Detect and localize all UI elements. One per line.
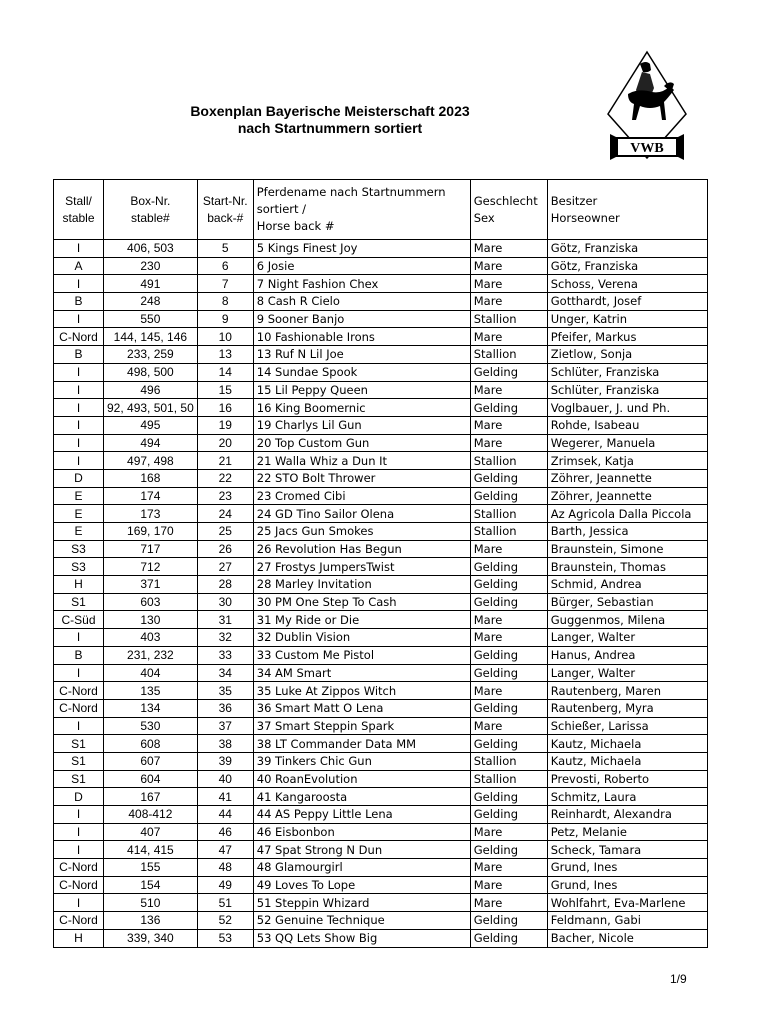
cell-box: 607 [104, 752, 198, 770]
table-row [54, 735, 708, 753]
cell-sex: Mare [470, 859, 547, 877]
cell-horse: 27 Frostys JumpersTwist [253, 558, 470, 576]
cell-box: 371 [104, 576, 198, 594]
cell-stall: C-Nord [54, 699, 104, 717]
cell-stall: I [54, 363, 104, 381]
table-row [54, 876, 708, 894]
cell-box: 497, 498 [104, 452, 198, 470]
table-row [54, 894, 708, 912]
cell-owner: Wegerer, Manuela [547, 434, 707, 452]
cell-horse: 16 King Boomernic [253, 399, 470, 417]
cell-stall: I [54, 894, 104, 912]
table-row [54, 929, 708, 947]
cell-horse: 26 Revolution Has Begun [253, 540, 470, 558]
cell-start: 16 [197, 399, 253, 417]
cell-start: 9 [197, 310, 253, 328]
cell-start: 5 [197, 240, 253, 258]
cell-horse: 41 Kangaroosta [253, 788, 470, 806]
cell-box: 530 [104, 717, 198, 735]
table-row [54, 310, 708, 328]
cell-sex: Mare [470, 894, 547, 912]
cell-box: 154 [104, 876, 198, 894]
cell-horse: 32 Dublin Vision [253, 629, 470, 647]
cell-box: 603 [104, 593, 198, 611]
cell-sex: Mare [470, 416, 547, 434]
cell-stall: I [54, 823, 104, 841]
cell-start: 40 [197, 770, 253, 788]
cell-start: 35 [197, 682, 253, 700]
cell-horse: 47 Spat Strong N Dun [253, 841, 470, 859]
cell-stall: D [54, 788, 104, 806]
cell-sex: Stallion [470, 752, 547, 770]
cell-stall: C-Nord [54, 876, 104, 894]
cell-sex: Mare [470, 629, 547, 647]
cell-horse: 44 AS Peppy Little Lena [253, 806, 470, 824]
cell-owner: Az Agricola Dalla Piccola [547, 505, 707, 523]
cell-owner: Kautz, Michaela [547, 752, 707, 770]
cell-start: 13 [197, 346, 253, 364]
cell-owner: Zrimsek, Katja [547, 452, 707, 470]
cell-sex: Gelding [470, 576, 547, 594]
table-row [54, 399, 708, 417]
cell-owner: Prevosti, Roberto [547, 770, 707, 788]
cell-stall: C-Nord [54, 682, 104, 700]
cell-box: 604 [104, 770, 198, 788]
cell-stall: H [54, 929, 104, 947]
table-row [54, 576, 708, 594]
cell-stall: I [54, 240, 104, 258]
cell-horse: 34 AM Smart [253, 664, 470, 682]
cell-box: 167 [104, 788, 198, 806]
cell-box: 174 [104, 487, 198, 505]
cell-start: 6 [197, 257, 253, 275]
cell-sex: Gelding [470, 363, 547, 381]
cell-sex: Stallion [470, 505, 547, 523]
cell-stall: I [54, 664, 104, 682]
table-row [54, 257, 708, 275]
cell-horse: 33 Custom Me Pistol [253, 646, 470, 664]
table-row [54, 823, 708, 841]
table-row [54, 593, 708, 611]
cell-owner: Petz, Melanie [547, 823, 707, 841]
cell-start: 19 [197, 416, 253, 434]
table-row [54, 646, 708, 664]
cell-stall: C-Süd [54, 611, 104, 629]
cell-stall: I [54, 629, 104, 647]
cell-sex: Mare [470, 823, 547, 841]
cell-box: 130 [104, 611, 198, 629]
cell-sex: Mare [470, 328, 547, 346]
cell-owner: Gotthardt, Josef [547, 293, 707, 311]
cell-sex: Gelding [470, 788, 547, 806]
cell-owner: Wohlfahrt, Eva-Marlene [547, 894, 707, 912]
cell-box: 491 [104, 275, 198, 293]
cell-start: 53 [197, 929, 253, 947]
table-row [54, 806, 708, 824]
cell-owner: Schoss, Verena [547, 275, 707, 293]
cell-box: 168 [104, 469, 198, 487]
cell-sex: Gelding [470, 912, 547, 930]
cell-horse: 40 RoanEvolution [253, 770, 470, 788]
cell-box: 92, 493, 501, 50 [104, 399, 198, 417]
cell-start: 39 [197, 752, 253, 770]
cell-owner: Hanus, Andrea [547, 646, 707, 664]
cell-owner: Pfeifer, Markus [547, 328, 707, 346]
cell-sex: Gelding [470, 646, 547, 664]
table-row [54, 682, 708, 700]
table-row [54, 629, 708, 647]
table-row [54, 328, 708, 346]
cell-horse: 53 QQ Lets Show Big [253, 929, 470, 947]
cell-sex: Mare [470, 257, 547, 275]
cell-owner: Götz, Franziska [547, 257, 707, 275]
cell-box: 550 [104, 310, 198, 328]
logo-text: VWB [630, 141, 664, 156]
cell-box: 717 [104, 540, 198, 558]
cell-box: 494 [104, 434, 198, 452]
cell-horse: 28 Marley Invitation [253, 576, 470, 594]
cell-owner: Schießer, Larissa [547, 717, 707, 735]
table-row [54, 469, 708, 487]
cell-start: 48 [197, 859, 253, 877]
cell-stall: I [54, 452, 104, 470]
cell-sex: Mare [470, 240, 547, 258]
cell-owner: Grund, Ines [547, 876, 707, 894]
cell-stall: A [54, 257, 104, 275]
cell-owner: Feldmann, Gabi [547, 912, 707, 930]
cell-sex: Gelding [470, 806, 547, 824]
cell-horse: 6 Josie [253, 257, 470, 275]
table-row [54, 523, 708, 541]
cell-owner: Rautenberg, Maren [547, 682, 707, 700]
cell-sex: Gelding [470, 469, 547, 487]
cell-start: 21 [197, 452, 253, 470]
table-row [54, 558, 708, 576]
cell-box: 498, 500 [104, 363, 198, 381]
cell-stall: B [54, 346, 104, 364]
cell-box: 408-412 [104, 806, 198, 824]
cell-sex: Mare [470, 717, 547, 735]
cell-sex: Gelding [470, 487, 547, 505]
cell-owner: Langer, Walter [547, 664, 707, 682]
table-row [54, 346, 708, 364]
cell-horse: 14 Sundae Spook [253, 363, 470, 381]
cell-box: 233, 259 [104, 346, 198, 364]
cell-sex: Mare [470, 434, 547, 452]
cell-horse: 24 GD Tino Sailor Olena [253, 505, 470, 523]
cell-box: 144, 145, 146 [104, 328, 198, 346]
cell-owner: Reinhardt, Alexandra [547, 806, 707, 824]
cell-box: 404 [104, 664, 198, 682]
cell-horse: 5 Kings Finest Joy [253, 240, 470, 258]
title-line-1: Boxenplan Bayerische Meisterschaft 2023 [190, 103, 470, 119]
cell-owner: Schmid, Andrea [547, 576, 707, 594]
cell-box: 135 [104, 682, 198, 700]
cell-start: 52 [197, 912, 253, 930]
cell-box: 406, 503 [104, 240, 198, 258]
cell-owner: Bacher, Nicole [547, 929, 707, 947]
cell-sex: Mare [470, 876, 547, 894]
cell-start: 27 [197, 558, 253, 576]
cell-sex: Stallion [470, 770, 547, 788]
cell-owner: Zöhrer, Jeannette [547, 469, 707, 487]
cell-box: 230 [104, 257, 198, 275]
cell-owner: Unger, Katrin [547, 310, 707, 328]
cell-sex: Gelding [470, 841, 547, 859]
cell-horse: 22 STO Bolt Thrower [253, 469, 470, 487]
header-stall: Stall/ stable [54, 180, 104, 240]
cell-owner: Braunstein, Thomas [547, 558, 707, 576]
cell-box: 136 [104, 912, 198, 930]
cell-box: 173 [104, 505, 198, 523]
cell-horse: 9 Sooner Banjo [253, 310, 470, 328]
header-box: Box-Nr. stable# [104, 180, 198, 240]
cell-box: 155 [104, 859, 198, 877]
cell-stall: E [54, 523, 104, 541]
cell-stall: H [54, 576, 104, 594]
cell-stall: I [54, 841, 104, 859]
cell-start: 47 [197, 841, 253, 859]
cell-horse: 49 Loves To Lope [253, 876, 470, 894]
cell-owner: Braunstein, Simone [547, 540, 707, 558]
cell-owner: Rautenberg, Myra [547, 699, 707, 717]
table-row [54, 505, 708, 523]
cell-box: 712 [104, 558, 198, 576]
cell-owner: Götz, Franziska [547, 240, 707, 258]
table-row [54, 381, 708, 399]
cell-owner: Kautz, Michaela [547, 735, 707, 753]
cell-stall: S1 [54, 735, 104, 753]
vwb-logo [606, 50, 688, 166]
cell-start: 49 [197, 876, 253, 894]
cell-box: 339, 340 [104, 929, 198, 947]
cell-sex: Gelding [470, 699, 547, 717]
cell-owner: Zöhrer, Jeannette [547, 487, 707, 505]
cell-start: 51 [197, 894, 253, 912]
cell-stall: I [54, 434, 104, 452]
cell-horse: 51 Steppin Whizard [253, 894, 470, 912]
cell-horse: 46 Eisbonbon [253, 823, 470, 841]
cell-box: 403 [104, 629, 198, 647]
cell-start: 36 [197, 699, 253, 717]
table-row [54, 275, 708, 293]
cell-horse: 21 Walla Whiz a Dun It [253, 452, 470, 470]
cell-box: 608 [104, 735, 198, 753]
title-line-2: nach Startnummern sortiert [237, 120, 423, 136]
cell-owner: Schmitz, Laura [547, 788, 707, 806]
cell-start: 24 [197, 505, 253, 523]
cell-box: 134 [104, 699, 198, 717]
table-row [54, 611, 708, 629]
cell-owner: Bürger, Sebastian [547, 593, 707, 611]
cell-stall: S1 [54, 593, 104, 611]
cell-sex: Mare [470, 682, 547, 700]
cell-start: 41 [197, 788, 253, 806]
cell-start: 20 [197, 434, 253, 452]
table-row [54, 859, 708, 877]
header-owner: Besitzer Horseowner [547, 180, 707, 240]
cell-start: 15 [197, 381, 253, 399]
cell-sex: Stallion [470, 523, 547, 541]
table-row [54, 788, 708, 806]
table-row [54, 717, 708, 735]
cell-box: 169, 170 [104, 523, 198, 541]
cell-box: 495 [104, 416, 198, 434]
cell-sex: Gelding [470, 929, 547, 947]
cell-stall: I [54, 416, 104, 434]
table-row [54, 416, 708, 434]
cell-start: 8 [197, 293, 253, 311]
cell-start: 23 [197, 487, 253, 505]
cell-stall: C-Nord [54, 912, 104, 930]
cell-stall: S3 [54, 540, 104, 558]
cell-box: 248 [104, 293, 198, 311]
cell-start: 34 [197, 664, 253, 682]
cell-stall: I [54, 399, 104, 417]
document-title [160, 103, 500, 137]
cell-horse: 19 Charlys Lil Gun [253, 416, 470, 434]
table-row [54, 841, 708, 859]
header-horse: Pferdename nach Startnummern sortiert / Horse back # [253, 180, 470, 240]
cell-horse: 13 Ruf N Lil Joe [253, 346, 470, 364]
cell-sex: Gelding [470, 558, 547, 576]
page-number: 1/9 [670, 972, 687, 986]
cell-start: 25 [197, 523, 253, 541]
cell-stall: C-Nord [54, 328, 104, 346]
cell-owner: Langer, Walter [547, 629, 707, 647]
table-row [54, 434, 708, 452]
cell-horse: 10 Fashionable Irons [253, 328, 470, 346]
cell-horse: 52 Genuine Technique [253, 912, 470, 930]
table-row [54, 240, 708, 258]
table-row [54, 540, 708, 558]
cell-box: 510 [104, 894, 198, 912]
cell-stall: D [54, 469, 104, 487]
cell-sex: Mare [470, 611, 547, 629]
cell-stall: S1 [54, 752, 104, 770]
table-row [54, 664, 708, 682]
cell-horse: 31 My Ride or Die [253, 611, 470, 629]
cell-horse: 30 PM One Step To Cash [253, 593, 470, 611]
cell-sex: Mare [470, 381, 547, 399]
cell-owner: Voglbauer, J. und Ph. [547, 399, 707, 417]
cell-box: 496 [104, 381, 198, 399]
cell-start: 32 [197, 629, 253, 647]
cell-owner: Guggenmos, Milena [547, 611, 707, 629]
cell-sex: Mare [470, 293, 547, 311]
cell-start: 30 [197, 593, 253, 611]
cell-box: 407 [104, 823, 198, 841]
cell-box: 414, 415 [104, 841, 198, 859]
stable-plan-table [53, 179, 708, 948]
table-row [54, 452, 708, 470]
table-row [54, 293, 708, 311]
cell-horse: 8 Cash R Cielo [253, 293, 470, 311]
cell-stall: C-Nord [54, 859, 104, 877]
table-row [54, 770, 708, 788]
cell-horse: 38 LT Commander Data MM [253, 735, 470, 753]
cell-horse: 20 Top Custom Gun [253, 434, 470, 452]
cell-start: 38 [197, 735, 253, 753]
cell-horse: 7 Night Fashion Chex [253, 275, 470, 293]
cell-start: 14 [197, 363, 253, 381]
cell-owner: Grund, Ines [547, 859, 707, 877]
cell-box: 231, 232 [104, 646, 198, 664]
cell-start: 33 [197, 646, 253, 664]
cell-stall: B [54, 293, 104, 311]
cell-owner: Zietlow, Sonja [547, 346, 707, 364]
cell-stall: I [54, 310, 104, 328]
cell-stall: S1 [54, 770, 104, 788]
cell-stall: E [54, 505, 104, 523]
cell-start: 28 [197, 576, 253, 594]
cell-horse: 23 Cromed Cibi [253, 487, 470, 505]
cell-horse: 36 Smart Matt O Lena [253, 699, 470, 717]
cell-horse: 25 Jacs Gun Smokes [253, 523, 470, 541]
cell-sex: Stallion [470, 310, 547, 328]
cell-stall: I [54, 717, 104, 735]
cell-owner: Schlüter, Franziska [547, 363, 707, 381]
cell-sex: Mare [470, 275, 547, 293]
cell-start: 46 [197, 823, 253, 841]
cell-horse: 35 Luke At Zippos Witch [253, 682, 470, 700]
cell-sex: Gelding [470, 664, 547, 682]
cell-horse: 48 Glamourgirl [253, 859, 470, 877]
cell-owner: Scheck, Tamara [547, 841, 707, 859]
cell-horse: 39 Tinkers Chic Gun [253, 752, 470, 770]
cell-start: 44 [197, 806, 253, 824]
cell-sex: Gelding [470, 735, 547, 753]
cell-stall: I [54, 275, 104, 293]
cell-sex: Gelding [470, 593, 547, 611]
cell-sex: Mare [470, 540, 547, 558]
cell-owner: Schlüter, Franziska [547, 381, 707, 399]
cell-sex: Stallion [470, 452, 547, 470]
cell-start: 26 [197, 540, 253, 558]
table-row [54, 752, 708, 770]
cell-owner: Rohde, Isabeau [547, 416, 707, 434]
table-row [54, 912, 708, 930]
cell-stall: I [54, 806, 104, 824]
cell-stall: S3 [54, 558, 104, 576]
cell-stall: I [54, 381, 104, 399]
cell-owner: Barth, Jessica [547, 523, 707, 541]
table-row [54, 363, 708, 381]
cell-horse: 15 Lil Peppy Queen [253, 381, 470, 399]
cell-sex: Gelding [470, 399, 547, 417]
header-start: Start-Nr. back-# [197, 180, 253, 240]
cell-stall: E [54, 487, 104, 505]
cell-sex: Stallion [470, 346, 547, 364]
cell-start: 22 [197, 469, 253, 487]
cell-horse: 37 Smart Steppin Spark [253, 717, 470, 735]
table-row [54, 487, 708, 505]
cell-start: 7 [197, 275, 253, 293]
cell-start: 31 [197, 611, 253, 629]
cell-start: 37 [197, 717, 253, 735]
header-sex: Geschlecht Sex [470, 180, 547, 240]
table-row [54, 699, 708, 717]
cell-stall: B [54, 646, 104, 664]
cell-start: 10 [197, 328, 253, 346]
table-header-row [54, 180, 708, 240]
